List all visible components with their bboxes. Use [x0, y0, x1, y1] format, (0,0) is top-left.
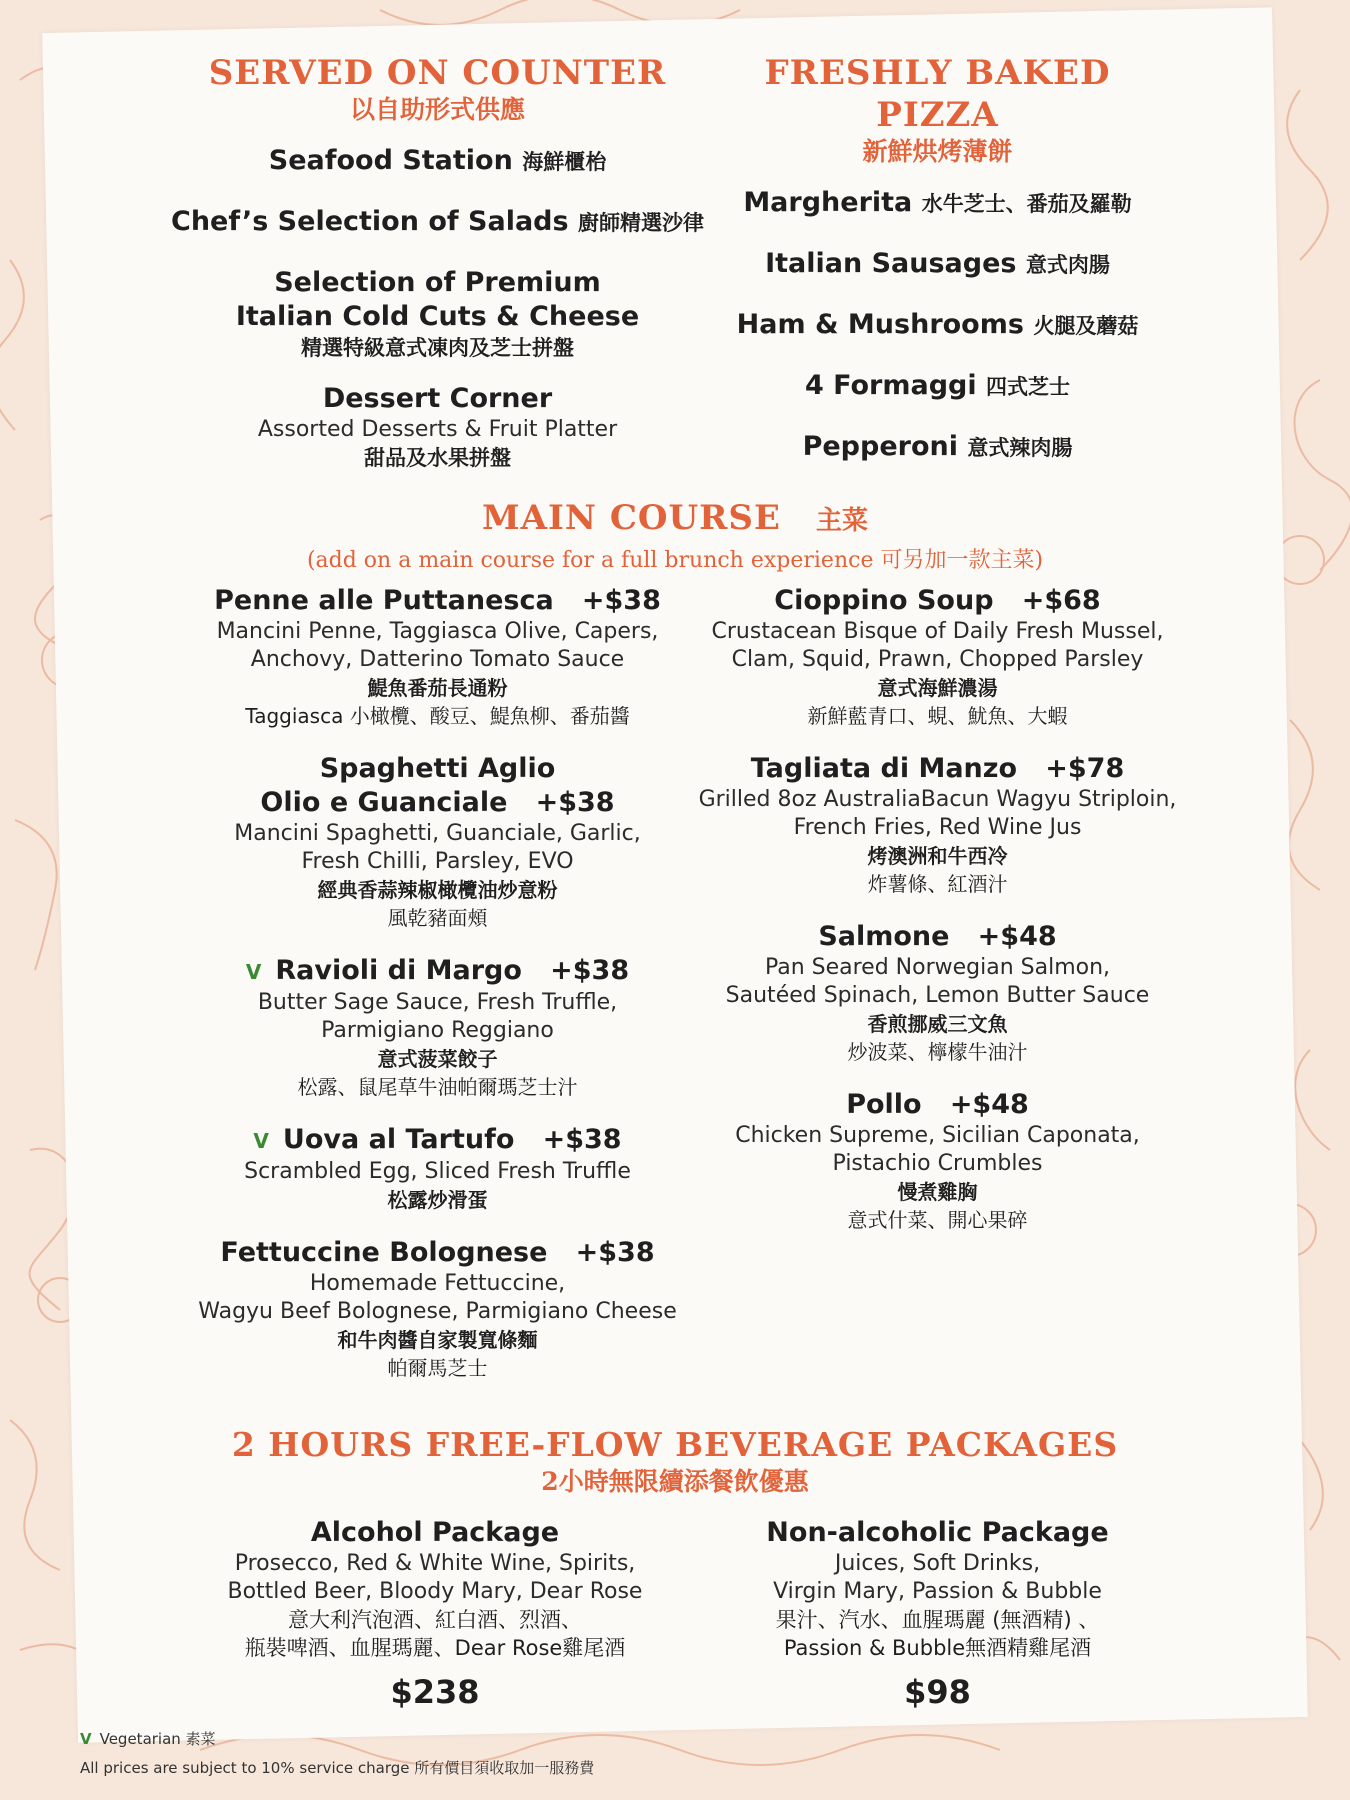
pizza-section	[700, 52, 1175, 491]
pizza-item	[700, 186, 1175, 221]
pizza-item	[700, 369, 1175, 404]
dish-cn-desc: 帕爾馬芝士	[387, 1356, 488, 1380]
dish-desc: French Fries, Red Wine Jus	[793, 815, 1082, 840]
alcohol-package	[190, 1516, 680, 1712]
dish-cn-desc: 風乾豬面頰	[387, 906, 488, 930]
pizza-item	[700, 308, 1175, 343]
main-dish	[695, 584, 1180, 730]
served-title-cn: 以自助形式供應	[349, 95, 525, 124]
main-left-column	[180, 584, 695, 1404]
dish-cn-desc: 意式什菜、開心果碎	[847, 1208, 1028, 1232]
dish-price: +$68	[1021, 585, 1101, 616]
dish-name: Fettuccine Bolognese	[220, 1237, 548, 1268]
main-right-column	[695, 584, 1180, 1256]
pizza-item	[700, 430, 1175, 465]
dish-price: +$38	[535, 787, 615, 818]
dish-price: +$78	[1045, 753, 1125, 784]
dish-cn-desc: 炒波菜、檸檬牛油汁	[847, 1040, 1028, 1064]
dish-desc: Mancini Penne, Taggiasca Olive, Capers,	[216, 619, 659, 644]
counter-item	[170, 205, 705, 240]
package-desc: Virgin Mary, Passion & Bubble	[773, 1579, 1102, 1604]
dish-name: Pollo	[846, 1089, 922, 1120]
dessert-item	[170, 382, 705, 472]
main-heading	[170, 496, 1180, 576]
vegetarian-icon: V	[80, 1730, 92, 1748]
non-alcohol-package	[690, 1516, 1185, 1712]
dish-desc: Clam, Squid, Prawn, Chopped Parsley	[731, 647, 1144, 672]
dish-desc: Scrambled Egg, Sliced Fresh Truffle	[244, 1159, 631, 1184]
dish-desc: Pan Seared Norwegian Salmon,	[764, 955, 1111, 980]
pizza-item-en: Margherita	[743, 187, 913, 218]
main-dish	[180, 752, 695, 932]
counter-item-en: Chef’s Selection of Salads	[171, 206, 569, 237]
premium-cn: 精選特級意式凍肉及芝士拼盤	[301, 336, 574, 360]
dish-name: Penne alle Puttanesca	[214, 585, 554, 616]
premium-line1: Selection of Premium	[274, 267, 601, 298]
dish-cn-title: 慢煮雞胸	[897, 1180, 978, 1204]
pizza-item-en: Italian Sausages	[765, 248, 1017, 279]
service-charge-note: All prices are subject to 10% service charge 所有價目須收取加一服務費	[80, 1759, 595, 1777]
dish-cn-title: 香煎挪威三文魚	[867, 1012, 1008, 1036]
main-title-cn: 主菜	[815, 506, 868, 536]
pizza-title: FRESHLY BAKED PIZZA	[764, 53, 1111, 135]
dish-desc: Crustacean Bisque of Daily Fresh Mussel,	[711, 619, 1164, 644]
main-dish	[695, 920, 1180, 1066]
main-dish	[695, 752, 1180, 898]
main-subtitle: (add on a main course for a full brunch experience 可另加一款主菜)	[306, 548, 1044, 573]
dish-name: Spaghetti Aglio	[319, 753, 556, 784]
dish-desc: Mancini Spaghetti, Guanciale, Garlic,	[234, 821, 641, 846]
dish-desc: Wagyu Beef Bolognese, Parmigiano Cheese	[198, 1299, 677, 1324]
dish-desc: Grilled 8oz AustraliaBacun Wagyu Striploin,	[698, 787, 1177, 812]
main-dish	[695, 1088, 1180, 1234]
dish-name: Cioppino Soup	[774, 585, 994, 616]
dish-desc: Sautéed Spinach, Lemon Butter Sauce	[725, 983, 1150, 1008]
dessert-name: Dessert Corner	[322, 383, 553, 414]
vegetarian-label: Vegetarian 素菜	[99, 1730, 216, 1748]
vegetarian-icon: V	[245, 960, 262, 984]
package-name: Non-alcoholic Package	[766, 1517, 1109, 1548]
package-name: Alcohol Package	[310, 1517, 560, 1548]
dish-cn-title: 經典香蒜辣椒橄欖油炒意粉	[317, 878, 558, 902]
vegetarian-legend	[80, 1728, 216, 1749]
main-dish	[180, 1123, 695, 1214]
dish-desc: Anchovy, Datterino Tomato Sauce	[250, 647, 625, 672]
dish-cn-desc: 新鮮藍青口、蜆、魷魚、大蝦	[807, 704, 1068, 728]
dish-desc: Parmigiano Reggiano	[321, 1018, 554, 1043]
pizza-title-cn: 新鮮烘烤薄餅	[862, 137, 1013, 166]
pizza-item-en: 4 Formaggi	[804, 370, 977, 401]
dessert-desc: Assorted Desserts & Fruit Platter	[257, 417, 618, 442]
main-dish	[180, 584, 695, 730]
dish-desc: Chicken Supreme, Sicilian Caponata,	[735, 1123, 1140, 1148]
dish-name-line2: Olio e Guanciale	[260, 787, 508, 818]
dish-name: Ravioli di Margo	[275, 955, 522, 986]
dish-cn-title: 和牛肉醬自家製寬條麵	[337, 1328, 538, 1352]
main-dish	[180, 1236, 695, 1382]
pizza-item-en: Pepperoni	[802, 431, 958, 462]
package-desc: Juices, Soft Drinks,	[834, 1551, 1041, 1576]
dish-cn-title: 意式菠菜餃子	[377, 1047, 498, 1071]
dish-desc: Fresh Chilli, Parsley, EVO	[301, 849, 574, 874]
package-cn: 果汁、汽水、血腥瑪麗 (無酒精) 、	[775, 1608, 1100, 1632]
dish-name: Salmone	[818, 921, 950, 952]
pizza-item-cn: 水牛芝士、番茄及羅勒	[921, 192, 1132, 216]
package-desc: Prosecco, Red & White Wine, Spirits,	[234, 1551, 636, 1576]
dish-cn-title: 鯷魚番茄長通粉	[367, 676, 508, 700]
dish-cn-desc: Taggiasca 小橄欖、酸豆、鯷魚柳、番茄醬	[245, 704, 630, 728]
pizza-item-cn: 意式肉腸	[1025, 253, 1110, 277]
dish-price: +$38	[581, 585, 661, 616]
dish-cn-title: 松露炒滑蛋	[387, 1188, 488, 1212]
package-desc: Bottled Beer, Bloody Mary, Dear Rose	[227, 1579, 643, 1604]
package-price: $238	[390, 1673, 480, 1711]
dish-desc: Butter Sage Sauce, Fresh Truffle,	[257, 990, 618, 1015]
beverage-heading	[170, 1424, 1180, 1498]
package-cn: 意大利汽泡酒、紅白酒、烈酒、	[288, 1608, 582, 1632]
dish-name: Tagliata di Manzo	[750, 753, 1018, 784]
served-section	[170, 52, 705, 494]
package-cn: Passion & Bubble無酒精雞尾酒	[783, 1636, 1092, 1660]
counter-item-cn: 廚師精選沙律	[577, 211, 704, 235]
dish-cn-title: 意式海鮮濃湯	[877, 676, 998, 700]
vegetarian-icon: V	[253, 1129, 269, 1153]
dish-price: +$38	[575, 1237, 655, 1268]
premium-item	[170, 266, 705, 362]
package-cn: 瓶裝啤酒、血腥瑪麗、Dear Rose雞尾酒	[244, 1636, 626, 1660]
premium-line2: Italian Cold Cuts & Cheese	[235, 301, 640, 332]
dish-desc: Pistachio Crumbles	[832, 1151, 1043, 1176]
dish-name: Uova al Tartufo	[282, 1124, 515, 1155]
package-price: $98	[904, 1673, 971, 1711]
pizza-item-cn: 四式芝士	[986, 375, 1071, 399]
dish-price: +$38	[542, 1124, 622, 1155]
dish-desc: Homemade Fettuccine,	[309, 1271, 566, 1296]
counter-item-cn: 海鮮櫃枱	[522, 150, 607, 174]
counter-item-en: Seafood Station	[268, 145, 513, 176]
main-dish	[180, 954, 695, 1101]
dish-cn-title: 烤澳洲和牛西冷	[867, 844, 1008, 868]
beverage-title-cn: 2小時無限續添餐飲優惠	[541, 1467, 809, 1496]
dish-price: +$48	[949, 1089, 1029, 1120]
dessert-cn: 甜品及水果拼盤	[364, 446, 511, 470]
dish-cn-desc: 炸薯條、紅酒汁	[867, 872, 1008, 896]
dish-price: +$38	[550, 955, 630, 986]
counter-item	[170, 144, 705, 179]
beverage-title: 2 HOURS FREE-FLOW BEVERAGE PACKAGES	[231, 1425, 1119, 1464]
dish-price: +$48	[977, 921, 1057, 952]
pizza-item-cn: 意式辣肉腸	[967, 436, 1073, 460]
dish-cn-desc: 松露、鼠尾草牛油帕爾瑪芝士汁	[297, 1075, 578, 1099]
pizza-item	[700, 247, 1175, 282]
pizza-item-en: Ham & Mushrooms	[736, 309, 1024, 340]
main-title: MAIN COURSE	[482, 498, 781, 538]
pizza-item-cn: 火腿及蘑菇	[1033, 314, 1139, 338]
served-title: SERVED ON COUNTER	[208, 53, 667, 93]
